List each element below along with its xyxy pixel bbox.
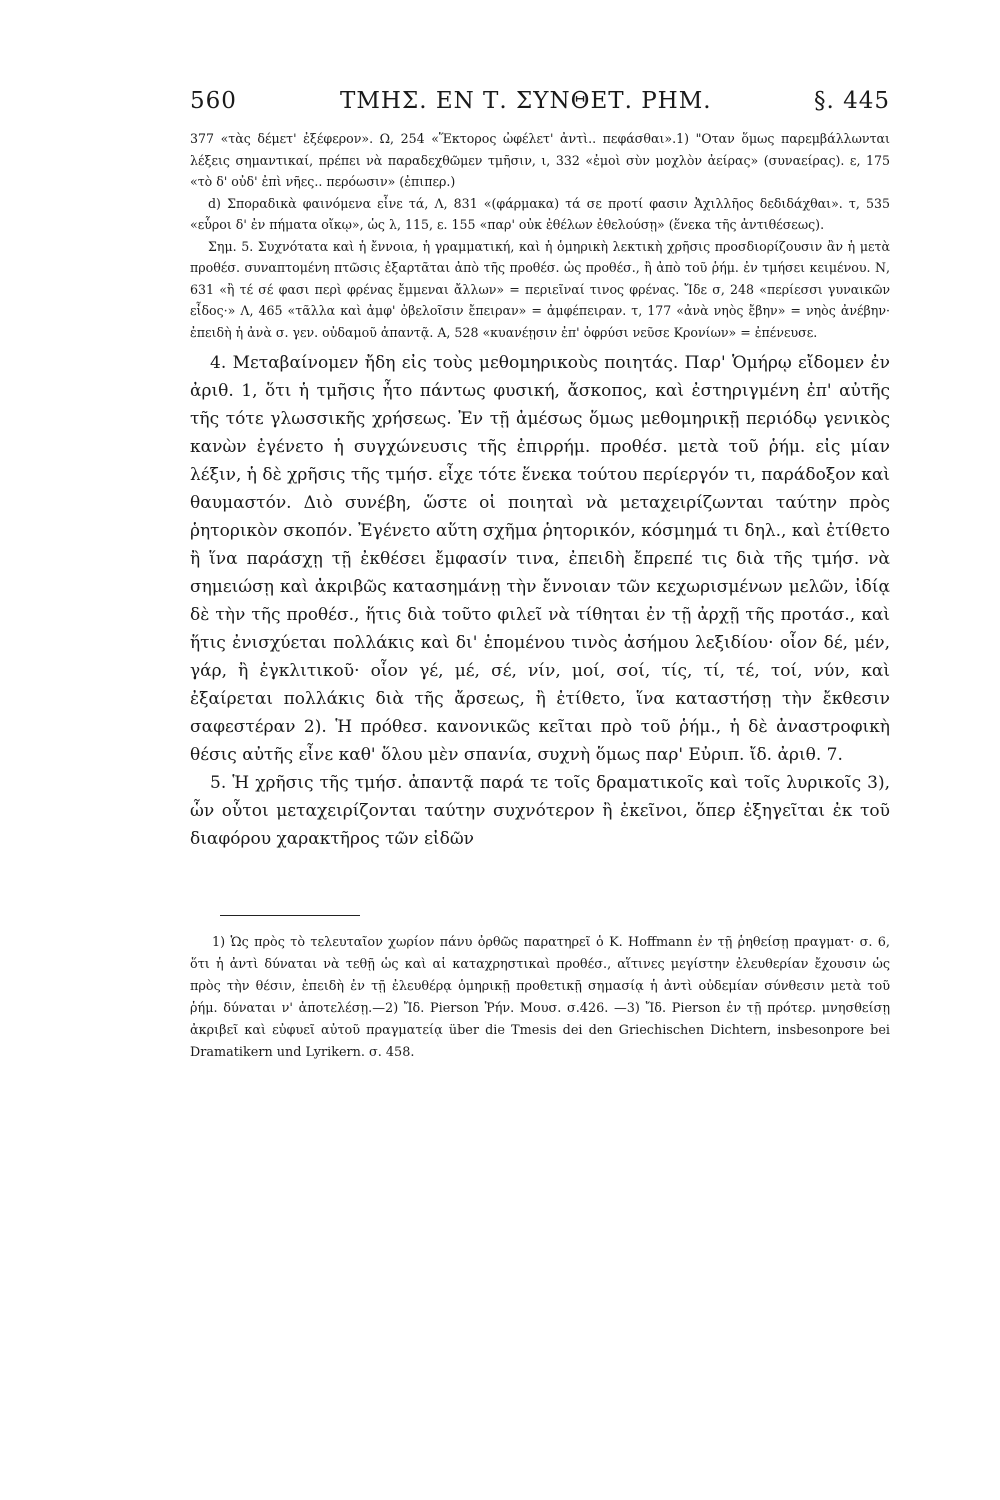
page-number: 560	[190, 88, 237, 114]
notes-paragraph: d) Σποραδικὰ φαινόμενα εἶνε τά, Λ, 831 «(φάρμακα) τά σε προτί φασιν Ἀχιλλῆος δεδιδάχθαι». τ, 535 «εὗροι δ' ἐν πήματα οἴκῳ», ὡς λ, 115, ε. 155 «παρ' οὐκ ἐθέλων ἐθελούσῃ» (ἕνεκα τῆς ἀντιθέσεως).	[190, 195, 890, 232]
main-text	[190, 349, 890, 853]
running-title: ΤΜΗΣ. ΕΝ Τ. ΣΥΝΘΕΤ. ΡΗΜ.	[340, 88, 712, 114]
book-page	[190, 88, 890, 1064]
body-paragraph: 5. Ἡ χρῆσις τῆς τμήσ. ἀπαντᾷ παρά τε τοῖς δραματικοῖς καὶ τοῖς λυρικοῖς 3), ὧν οὗτοι μεταχειρίζονται ταύτην συχνότερον ἢ ἐκεῖνοι, ὅπερ ἐξηγεῖται ἐκ τοῦ διαφόρου χαρακτῆρος τῶν εἰδῶν	[190, 773, 890, 849]
page-header	[190, 88, 890, 128]
footnote-text: 1) Ὡς πρὸς τὸ τελευταῖον χωρίον πάνυ ὀρθῶς παρατηρεῖ ὁ Κ. Hoffmann ἐν τῇ ῥηθείσῃ πραγματ· σ. 6, ὅτι ἡ ἀντὶ δύναται νὰ τεθῇ ὡς καὶ αἱ καταχρηστικαὶ προθέσ., αἵτινες μεγίστην ἐλευθερίαν ἔχουσιν ὡς πρὸς τὴν θέσιν, ἐπειδὴ ἐν τῇ ἐλευθέρᾳ ὁμηρικῇ προθετικῇ σημασίᾳ ἡ ἀντὶ οὐδεμίαν σύνθεσιν μετὰ τοῦ ῥήμ. δύναται ν' ἀποτελέσῃ.—2) Ἴδ. Pierson Ῥήν. Μουσ. σ.426. —3) Ἴδ. Pierson ἐν τῇ πρότερ. μνησθείσῃ ἀκριβεῖ καὶ εὐφυεῖ αὐτοῦ πραγματείᾳ über die Tmesis dei den Griechischen Dichtern, insbesonpore bei Dramatikern und Lyrikern. σ. 458.	[190, 935, 890, 1060]
body-paragraph: 4. Μεταβαίνομεν ἤδη εἰς τοὺς μεθομηρικοὺς ποιητάς. Παρ' Ὁμήρῳ εἴδομεν ἐν ἀριθ. 1, ὅτι ἡ τμῆσις ἦτο πάντως φυσική, ἄσκοπος, καὶ ἐστηριγμένη ἐπ' αὐτῆς τῆς τότε γλωσσικῆς χρήσεως. Ἐν τῇ ἀμέσως ὅμως μεθομηρικῇ περιόδῳ γενικὸς κανὼν ἐγένετο ἡ συγχώνευσις τῆς ἐπιρρήμ. προθέσ. μετὰ τοῦ ῥήμ. εἰς μίαν λέξιν, ἡ δὲ χρῆσις τῆς τμήσ. εἶχε τότε ἕνεκα τούτου περίεργόν τι, παράδοξον καὶ θαυμαστόν. Διὸ συνέβη, ὥστε οἱ ποιηταὶ νὰ μεταχειρίζωνται ταύτην πρὸς ῥητορικὸν σκοπόν. Ἐγένετο αὕτη σχῆμα ῥητορικόν, κόσμημά τι δηλ., καὶ ἐτίθετο ἢ ἵνα παράσχῃ τῇ ἐκθέσει ἔμφασίν τινα, ἐπειδὴ ἔπρεπέ τις διὰ τῆς τμήσ. νὰ σημειώσῃ καὶ ἀκριβῶς κατασημάνῃ τὴν ἔννοιαν τῶν κεχωρισμένων μελῶν, ἰδίᾳ δὲ τὴν τῆς προθέσ., ἥτις διὰ τοῦτο φιλεῖ νὰ τίθηται ἐν τῇ ἀρχῇ τῆς προτάσ., καὶ ἥτις ἐνισχύεται πολλάκις καὶ δι' ἑπομένου τινὸς ἀσήμου λεξιδίου· οἷον δέ, μέν, γάρ, ἢ ἐγκλιτικοῦ· οἷον γέ, μέ, σέ, νίν, μοί, σοί, τίς, τί, τέ, τοί, νύν, καὶ ἐξαίρεται πολλάκις διὰ τῆς ἄρσεως, ἢ ἐτίθετο, ἵνα καταστήσῃ τὴν ἔκθεσιν σαφεστέραν 2). Ἡ πρόθεσ. κανονικῶς κεῖται πρὸ τοῦ ῥήμ., ἡ δὲ ἀναστροφικὴ θέσις αὐτῆς εἶνε καθ' ὅλου μὲν σπανία, συχνὴ ὅμως παρ' Εὐριπ. ἴδ. ἀριθ. 7.	[190, 353, 890, 765]
notes-paragraph: Σημ. 5. Συχνότατα καὶ ἡ ἔννοια, ἡ γραμματική, καὶ ἡ ὁμηρικὴ λεκτικὴ χρῆσις προσδιορίζουσιν ἂν ἡ μετὰ προθέσ. συναπτομένη πτῶσις ἐξαρτᾶται ἀπὸ τῆς προθέσ. ὡς προθέσ., ἢ ἀπὸ τοῦ ῥήμ. ἐν τμήσει κειμένου. Ν, 631 «ἢ τέ σέ φασι περὶ φρένας ἔμμεναι ἄλλων» = περιεῖναί τινος φρένας. Ἴδε σ, 248 «περίεσσι γυναικῶν εἶδος·» Λ, 465 «τᾶλλα καὶ ἀμφ' ὀβελοῖσιν ἔπειραν» = ἀμφέπειραν. τ, 177 «ἀνὰ νηὸς ἔβην» = νηὸς ἀνέβην· ἐπειδὴ ἡ ἀνὰ σ. γεν. οὐδαμοῦ ἀπαντᾷ. Α, 528 «κυανέῃσιν ἐπ' ὀφρύσι νεῦσε Κρονίων» = ἐπένευσε.	[190, 238, 890, 340]
notes-paragraph: 377 «τὰς δέμετ' ἐξέφερον». Ω, 254 «Ἕκτορος ὠφέλετ' ἀντὶ.. πεφάσθαι».1) "Οταν ὅμως παρεμβάλλωνται λέξεις σημαντικαί, πρέπει νὰ παραδεχθῶμεν τμῆσιν, ι, 332 «ἐμοὶ σὺν μοχλὸν ἀείρας» (συναείρας). ε, 175 «τὸ δ' οὐδ' ἐπὶ νῆες.. περόωσιν» (ἐπιπερ.)	[190, 131, 890, 189]
footnote-divider	[220, 915, 360, 916]
section-number: §. 445	[813, 88, 890, 114]
notes-block	[190, 128, 890, 343]
footnotes	[190, 932, 890, 1064]
